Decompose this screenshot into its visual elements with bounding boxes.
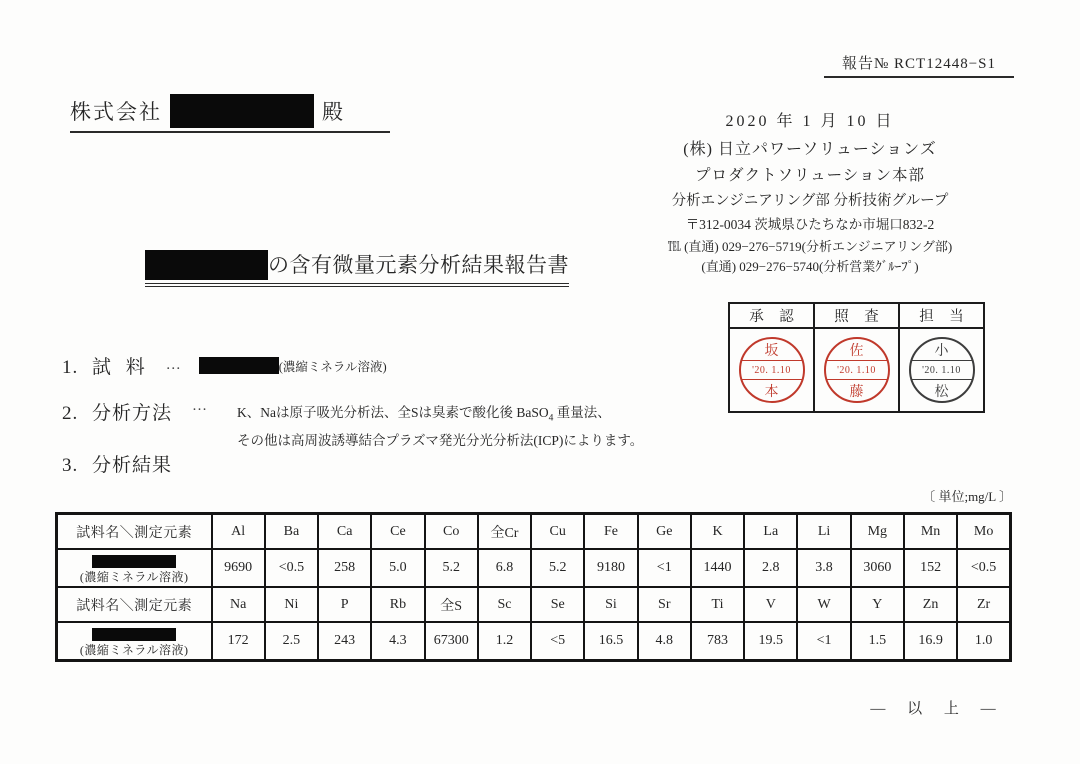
value-row-1 [57,549,1011,587]
method-line-1: K、Naは原子吸光分析法、全Sは臭素で酸化後 BaSO$_4$ 重量法、 [237,405,611,424]
method-description [237,402,643,452]
method-line-2: その他は高周波誘導結合プラズマ発光分光分析法(ICP)によります。 [237,432,644,448]
element-header: Y [851,587,904,622]
element-header: Ba [265,514,318,550]
value-cell: 5.2 [425,549,478,587]
value-cell: 3.8 [797,549,850,587]
addressee-honorific: 殿 [322,100,345,124]
value-cell: 172 [212,622,265,661]
element-header: Mo [957,514,1010,550]
value-cell: <0.5 [957,549,1010,587]
sample-name-cell [57,549,212,587]
stamp-bottom-char: 松 [934,384,949,400]
document-title [145,250,569,287]
element-header: Mn [904,514,957,550]
element-header: La [744,514,797,550]
section-results-label: 3. 分析結果 [62,455,173,476]
section-method-label: 2. 分析方法 [62,403,173,424]
value-cell: 243 [318,622,371,661]
value-cell: 5.2 [531,549,584,587]
unit-label: 〔 単位;mg/L 〕 [922,489,1012,504]
row-header-label: 試料名＼測定元素 [57,514,212,550]
stamp-top-char: 佐 [849,343,864,359]
section-sample-label: 1. 試 料 [62,357,146,378]
value-cell: 19.5 [744,622,797,661]
element-header: P [318,587,371,622]
value-cell: 4.3 [371,622,424,661]
value-cell: 9690 [212,549,265,587]
hanko-stamp-sato [824,337,890,403]
value-cell: 5.0 [371,549,424,587]
value-cell: 67300 [425,622,478,661]
redaction-box [145,250,268,280]
leader-dots: … [192,398,208,414]
section-results [62,450,172,477]
section-method [62,398,643,452]
element-header: Si [584,587,637,622]
value-cell: 1440 [691,549,744,587]
element-header: 全Cr [478,514,531,550]
value-row-2 [57,622,1011,661]
sender-tel-1: ℡ (直通) 029−276−5719(分析エンジニアリング部) [667,239,953,254]
stamp-date: '20. 1.10 [741,360,803,380]
element-header: 全S [425,587,478,622]
sender-block [616,108,1004,276]
value-cell: <1 [638,549,691,587]
leader-dots: … [165,357,181,373]
value-cell: 2.5 [265,622,318,661]
hanko-stamp-sakamoto [739,337,805,403]
element-header: Ni [265,587,318,622]
approval-header-shounin: 承 認 [729,303,814,328]
hanko-stamp-komatsu [909,337,975,403]
results-table [55,512,1012,662]
sender-company: (株) 日立パワーソリューションズ [683,141,937,158]
element-header: Ce [371,514,424,550]
value-cell: <0.5 [265,549,318,587]
element-header: Cu [531,514,584,550]
element-header: Al [212,514,265,550]
sender-department: 分析エンジニアリング部 分析技術グループ [671,193,949,209]
value-cell: <5 [531,622,584,661]
element-header: V [744,587,797,622]
element-header: Li [797,514,850,550]
redaction-box [92,555,176,568]
element-header: Zn [904,587,957,622]
element-header: Sr [638,587,691,622]
element-header: Co [425,514,478,550]
row-header-label: 試料名＼測定元素 [57,587,212,622]
report-date: 2020 年 1 月 10 日 [725,113,895,130]
sample-name-cell [57,622,212,661]
element-header: Na [212,587,265,622]
sample-note: (濃縮ミネラル溶液) [79,570,189,584]
stamp-date: '20. 1.10 [911,360,973,380]
value-cell: 1.5 [851,622,904,661]
redaction-box [170,94,314,128]
value-cell: 16.5 [584,622,637,661]
sender-address: 〒312-0034 茨城県ひたちなか市堀口832-2 [685,217,935,232]
sender-division: プロダクトソリューション本部 [695,167,925,184]
document-title-text: の含有微量元素分析結果報告書 [268,253,569,277]
approval-header-row [729,303,984,328]
stamp-top-char: 小 [934,343,949,359]
sender-tel-2: (直通) 029−276−5740(分析営業ｸﾞﾙｰﾌﾟ) [701,259,919,274]
stamp-bottom-char: 本 [764,384,779,400]
element-header: Ti [691,587,744,622]
value-cell: 4.8 [638,622,691,661]
value-cell: 16.9 [904,622,957,661]
report-number: 報告№ RCT12448−S1 [824,52,1014,78]
value-cell: 258 [318,549,371,587]
approval-header-tantou: 担 当 [899,303,984,328]
element-header: Sc [478,587,531,622]
stamp-top-char: 坂 [764,343,779,359]
element-header-row-1 [57,514,1011,550]
element-header: Rb [371,587,424,622]
stamp-bottom-char: 藤 [849,384,864,400]
element-header: Ca [318,514,371,550]
value-cell: 783 [691,622,744,661]
value-cell: 6.8 [478,549,531,587]
element-header: Mg [851,514,904,550]
value-cell: 3060 [851,549,904,587]
element-header: Ge [638,514,691,550]
approval-header-shousa: 照 査 [814,303,899,328]
subscript-4: 4 [548,413,554,424]
value-cell: <1 [797,622,850,661]
element-header: W [797,587,850,622]
stamp-date: '20. 1.10 [826,360,888,380]
value-cell: 9180 [584,549,637,587]
sample-note: (濃縮ミネラル溶液) [278,359,387,374]
redaction-box [92,628,176,641]
addressee-line [70,94,390,133]
element-header-row-2 [57,587,1011,622]
approval-stamp-table [728,302,985,413]
value-cell: 1.2 [478,622,531,661]
value-cell: 1.0 [957,622,1010,661]
closing-statement: — 以 上 — [870,701,998,717]
addressee-company-prefix: 株式会社 [70,100,162,124]
element-header: K [691,514,744,550]
value-cell: 152 [904,549,957,587]
element-header: Zr [957,587,1010,622]
sample-note: (濃縮ミネラル溶液) [79,643,189,657]
element-header: Se [531,587,584,622]
redaction-box [199,357,279,374]
section-sample [62,352,387,379]
approval-stamp-row [729,328,984,412]
element-header: Fe [584,514,637,550]
value-cell: 2.8 [744,549,797,587]
